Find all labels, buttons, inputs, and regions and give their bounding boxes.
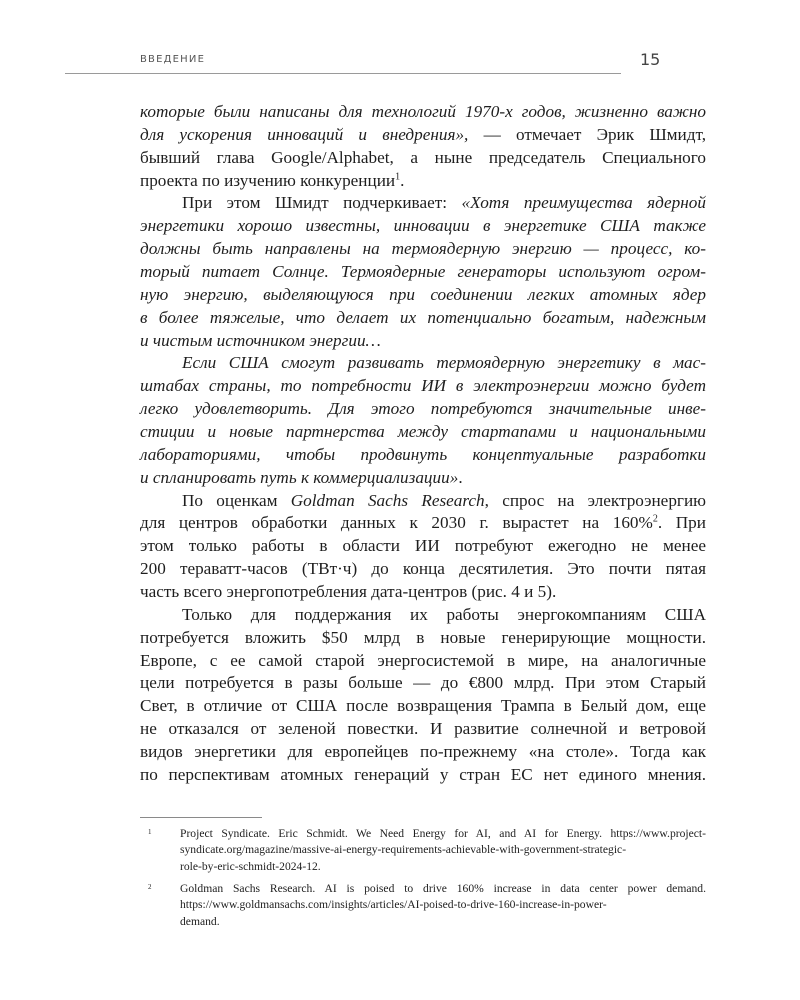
body-text bbox=[140, 101, 706, 787]
text-run: этом только работы в области ИИ потребуют ежегодно не менее bbox=[140, 536, 706, 556]
text-line bbox=[140, 284, 706, 307]
text-run: которые были написаны для технологий 1970-х годов, жизненно важно bbox=[140, 102, 706, 121]
text-line bbox=[140, 581, 706, 604]
text-run: потребуется вложить $50 млрд в новые генерирующие мощности. bbox=[140, 627, 706, 647]
text-run: цели потребуется в разы больше — до €800 млрд. При этом Старый bbox=[140, 673, 706, 693]
text-run: При этом Шмидт подчеркивает: bbox=[182, 193, 462, 213]
footnote-1 bbox=[148, 826, 706, 875]
text-line bbox=[140, 261, 706, 284]
text-run: Если США смогут развивать термоядерную энергетику в мас- bbox=[182, 353, 706, 373]
text-run: «Хотя преимущества ядерной bbox=[461, 193, 706, 213]
footnote-rule bbox=[140, 817, 262, 818]
text-run: стиции и новые партнерства между стартапами и национальными bbox=[140, 422, 706, 442]
text-line bbox=[140, 101, 706, 124]
text-line bbox=[140, 215, 706, 238]
text-run: Только для поддержания их работы энергокомпаниям США bbox=[182, 604, 706, 624]
text-line bbox=[140, 535, 706, 558]
text-run: По оценкам bbox=[182, 490, 291, 510]
text-run: по перспективам атомных генераций у стран ЕС нет единого мнения. bbox=[140, 764, 706, 784]
text-line bbox=[140, 741, 706, 764]
footnote-ref[interactable]: 1 bbox=[395, 170, 401, 182]
text-line bbox=[140, 421, 706, 444]
text-line bbox=[140, 147, 706, 170]
text-run: штабах страны, то потребности ИИ в электроэнергии можно будет bbox=[140, 376, 706, 396]
text-run: и спланировать путь к коммерциализации» bbox=[140, 467, 459, 487]
text-line bbox=[140, 170, 706, 193]
text-line bbox=[140, 512, 706, 535]
footnote-line: Project Syndicate. Eric Schmidt. We Need Energy for AI, and AI for Energy. https://www.project- bbox=[180, 827, 706, 840]
text-line bbox=[140, 695, 706, 718]
text-run: , спрос на электроэнергию bbox=[484, 490, 706, 510]
text-line bbox=[140, 444, 706, 467]
text-run: легко удовлетворить. Для этого потребуются значительные инве- bbox=[140, 399, 706, 419]
text-run: Европе, с ее самой старой энергосистемой в мире, на аналогичные bbox=[140, 650, 706, 670]
text-run: ную энергию, выделяющуюся при соединении легких атомных ядер bbox=[140, 284, 706, 304]
text-line bbox=[140, 650, 706, 673]
footnote-line: syndicate.org/magazine/massive-ai-energy-requirements-achievable-with-government-strategic- bbox=[180, 843, 627, 857]
text-line bbox=[140, 604, 706, 627]
text-run: Goldman Sachs Research bbox=[290, 490, 485, 510]
text-line bbox=[140, 238, 706, 261]
text-run: часть всего энергопотребления дата-центров (рис. 4 и 5). bbox=[140, 582, 557, 602]
text-line bbox=[140, 467, 706, 490]
text-run: бывший глава Google/Alphabet, а ныне председатель Специального bbox=[140, 147, 706, 167]
text-line bbox=[140, 627, 706, 650]
footnote-line: https://www.goldmansachs.com/insights/articles/AI-poised-to-drive-160-increase-in-power- bbox=[180, 898, 607, 912]
footnote-2 bbox=[148, 881, 706, 930]
text-line bbox=[140, 718, 706, 741]
page-number: 15 bbox=[640, 50, 661, 69]
running-title: ВВЕДЕНИЕ bbox=[140, 54, 206, 65]
footnote-ref[interactable]: 2 bbox=[652, 513, 658, 525]
footnote-line: role-by-eric-schmidt-2024-12. bbox=[180, 859, 321, 873]
text-run: должны быть направлены на термоядерную энергию — процесс, ко- bbox=[140, 239, 706, 259]
footnote-line: Goldman Sachs Research. AI is poised to drive 160% increase in data center power demand. bbox=[180, 882, 706, 895]
text-run: и чистым источником энергии… bbox=[140, 330, 381, 350]
text-line bbox=[140, 330, 706, 353]
text-line bbox=[140, 672, 706, 695]
text-run: энергетики хорошо известны, инновации в энергетике США также bbox=[140, 216, 706, 236]
text-run: видов энергетики для европейцев по-прежнему «на столе». Тогда как bbox=[140, 742, 706, 762]
text-line bbox=[140, 124, 706, 147]
text-line bbox=[140, 398, 706, 421]
text-line bbox=[140, 764, 706, 787]
text-run: Свет, в отличие от США после возвращения Трампа в Белый дом, еще bbox=[140, 696, 706, 716]
text-run: лабораториями, чтобы продвинуть концептуальные разработки bbox=[140, 444, 706, 464]
text-line bbox=[140, 558, 706, 581]
text-run: . При bbox=[657, 513, 706, 533]
text-run: торый питает Солнце. Термоядерные генераторы используют огром- bbox=[140, 262, 706, 282]
footnote-number: 2 bbox=[148, 883, 152, 891]
footnote-line: demand. bbox=[180, 914, 220, 928]
text-line bbox=[140, 192, 706, 215]
text-run: для центров обработки данных к 2030 г. вырастет на 160% bbox=[140, 513, 653, 533]
text-line bbox=[140, 375, 706, 398]
text-run: в более тяжелые, что делает их потенциально богатым, надежным bbox=[140, 307, 706, 327]
text-run: . bbox=[458, 467, 463, 487]
text-run: . bbox=[400, 170, 405, 190]
footnote-number: 1 bbox=[148, 828, 152, 836]
text-line bbox=[140, 307, 706, 330]
text-line bbox=[140, 352, 706, 375]
text-run: не отказался от зеленой повестки. И развитие солнечной и ветровой bbox=[140, 719, 706, 739]
text-run: проекта по изучению конкуренции bbox=[140, 170, 396, 190]
text-run: для ускорения инноваций и внедрения», bbox=[140, 124, 484, 144]
text-line bbox=[140, 490, 706, 513]
header-rule bbox=[65, 73, 621, 74]
text-run: 200 тераватт-часов (ТВт·ч) до конца десятилетия. Это почти пятая bbox=[140, 559, 706, 579]
text-run: — отмечает Эрик Шмидт, bbox=[483, 124, 706, 144]
